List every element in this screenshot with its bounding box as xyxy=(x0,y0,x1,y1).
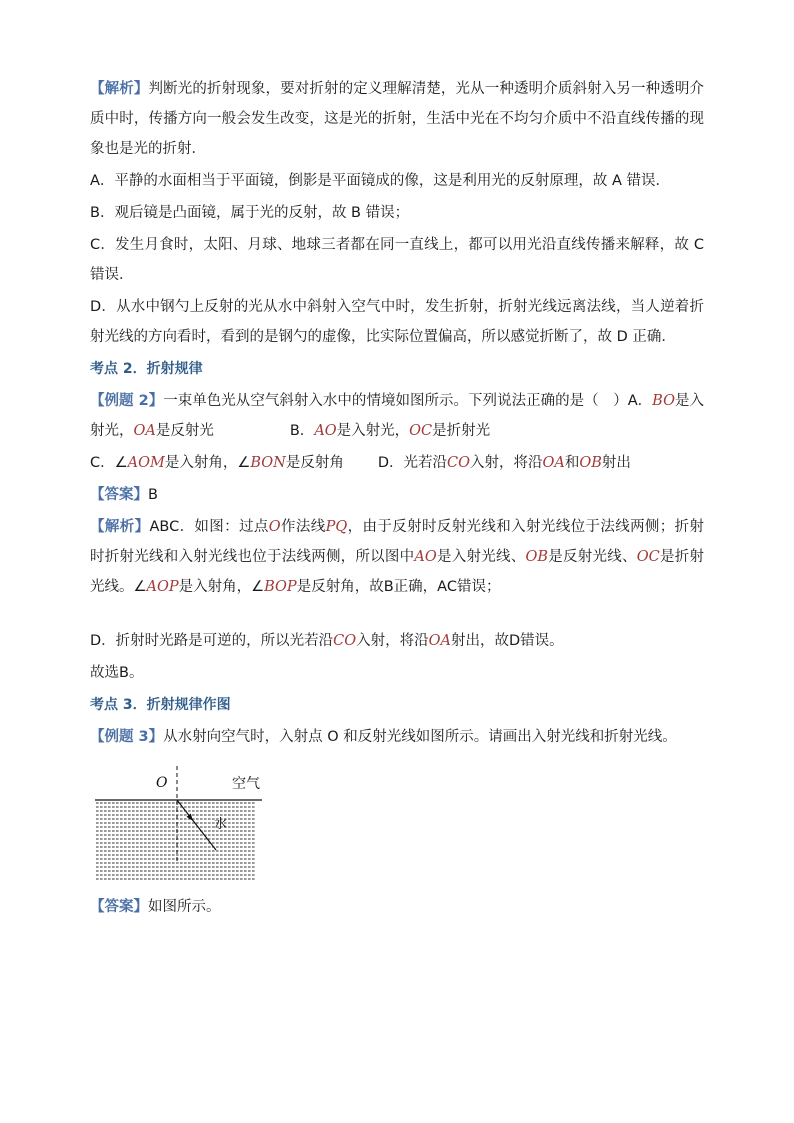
example-2-analysis-d xyxy=(90,626,704,656)
var-ao: AO xyxy=(314,423,337,439)
water-region xyxy=(95,800,255,880)
example-2-options-cd xyxy=(90,448,704,478)
var-ob-2: OB xyxy=(525,549,549,565)
option-a-prefix: A． xyxy=(627,393,653,409)
q1-option-a-analysis: A．平静的水面相当于平面镜，倒影是平面镜成的像，这是利用光的反射原理，故 A 错误． xyxy=(90,173,671,189)
example-3-stem xyxy=(90,722,704,752)
analysis-tag: 【解析】 xyxy=(90,81,149,97)
option-a-text-2: 是反射光 xyxy=(155,423,214,439)
var-bo: BO xyxy=(652,393,675,409)
analysis-text-4: 是入射光线、 xyxy=(436,549,526,565)
analysis-text-3: ，由于反射时反射光线和入射光线位于法线两侧；折射时折射光线和入射光线也位于法线两侧，所以图中 xyxy=(90,519,705,565)
section-2-heading: 考点 2．折射规律 xyxy=(90,361,203,377)
option-b xyxy=(290,423,490,439)
var-co: CO xyxy=(447,455,470,471)
section-3-heading: 考点 3．折射规律作图 xyxy=(90,697,231,713)
answer-tag: 【答案】 xyxy=(90,487,148,503)
spacer xyxy=(90,604,704,626)
example-3-question: 从水射向空气时，入射点 O 和反射光线如图所示。请画出入射光线和折射光线。 xyxy=(163,729,677,745)
analysis-d-text-1: D．折射时光路是可逆的，所以光若沿 xyxy=(90,633,334,649)
var-oc-2: OC xyxy=(636,549,660,565)
analysis-text-8: 是反射角，故B正确，AC错误； xyxy=(296,579,501,595)
example-2-analysis xyxy=(90,512,704,602)
label-air: 空气 xyxy=(232,776,260,792)
q1-option-d-analysis: D．从水中钢勺上反射的光从水中斜射入空气中时，发生折射，折射光线远离法线，当人逆着折射光线的方向看时，看到的是钢勺的虚像，比实际位置偏高，所以感觉折断了，故 D 正确． xyxy=(90,299,704,345)
option-d xyxy=(378,455,631,471)
var-aop: AOP xyxy=(146,579,179,595)
q1-option-c-analysis: C．发生月食时，太阳、月球、地球三者都在同一直线上，都可以用光沿直线传播来解释，故 C 错误． xyxy=(90,237,704,283)
option-a-text-1: 是入射光， xyxy=(90,393,705,439)
var-oa-3: OA xyxy=(428,633,452,649)
option-b-text-1: 是入射光， xyxy=(336,423,410,439)
answer-value: B xyxy=(148,487,158,503)
option-d-prefix: D．光若沿 xyxy=(377,455,448,471)
q1-analysis-intro xyxy=(90,74,704,164)
var-oa-2: OA xyxy=(542,455,565,471)
document-page xyxy=(90,74,704,924)
refraction-diagram-svg xyxy=(92,758,272,888)
analysis-text-6: 是折射光线。∠ xyxy=(90,549,705,595)
analysis-text-1: ABC．如图：过点 xyxy=(149,519,269,535)
label-water: 水 xyxy=(214,817,228,832)
example-2-conclusion: 故选B。 xyxy=(90,665,144,681)
answer-tag-3: 【答案】 xyxy=(90,899,148,915)
analysis-text: 判断光的折射现象，要对折射的定义理解清楚，光从一种透明介质斜射入另一种透明介质中时，传播方向一般会发生改变，这是光的折射，生活中光在不均匀介质中不沿直线传播的现象也是光的折射． xyxy=(90,81,705,157)
var-aom: AOM xyxy=(127,455,165,471)
label-o: O xyxy=(156,775,168,791)
example-2-stem xyxy=(90,386,704,446)
example-2-answer xyxy=(90,480,704,510)
var-ob: OB xyxy=(579,455,602,471)
var-o: O xyxy=(268,519,281,535)
option-c-text-1: 是入射角，∠ xyxy=(164,455,251,471)
var-bop: BOP xyxy=(264,579,297,595)
option-b-text-2: 是折射光 xyxy=(432,423,491,439)
example-2-question: 一束单色光从空气斜射入水中的情境如图所示。下列说法正确的是（ ） xyxy=(163,393,628,409)
var-oa: OA xyxy=(133,423,156,439)
analysis-text-5: 是反射光线、 xyxy=(548,549,637,565)
option-d-text-2: 和 xyxy=(564,455,580,471)
option-c-prefix: C．∠ xyxy=(90,455,128,471)
var-ao-2: AO xyxy=(414,549,437,565)
option-b-prefix: B． xyxy=(289,423,315,439)
analysis-text-2: 作法线 xyxy=(280,519,326,535)
var-oc: OC xyxy=(409,423,433,439)
example-3-tag: 【例题 3】 xyxy=(90,729,164,745)
example-2-tag: 【例题 2】 xyxy=(90,393,164,409)
var-pq: PQ xyxy=(325,519,348,535)
analysis-d-text-3: 射出，故D错误。 xyxy=(451,633,564,649)
var-co-2: CO xyxy=(333,633,357,649)
option-c-text-2: 是反射角 xyxy=(285,455,344,471)
var-bon: BON xyxy=(250,455,286,471)
option-c xyxy=(90,455,344,471)
example-3-answer xyxy=(90,892,704,922)
answer-text-3: 如图所示。 xyxy=(148,899,221,915)
analysis-text-7: 是入射角，∠ xyxy=(178,579,265,595)
q1-option-b-analysis: B．观后镜是凸面镜，属于光的反射，故 B 错误； xyxy=(90,205,410,221)
analysis-d-text-2: 入射，将沿 xyxy=(356,633,429,649)
option-d-text-3: 射出 xyxy=(601,455,631,471)
option-d-text-1: 入射，将沿 xyxy=(470,455,543,471)
analysis-tag-2: 【解析】 xyxy=(90,519,150,535)
refraction-diagram xyxy=(92,758,272,888)
